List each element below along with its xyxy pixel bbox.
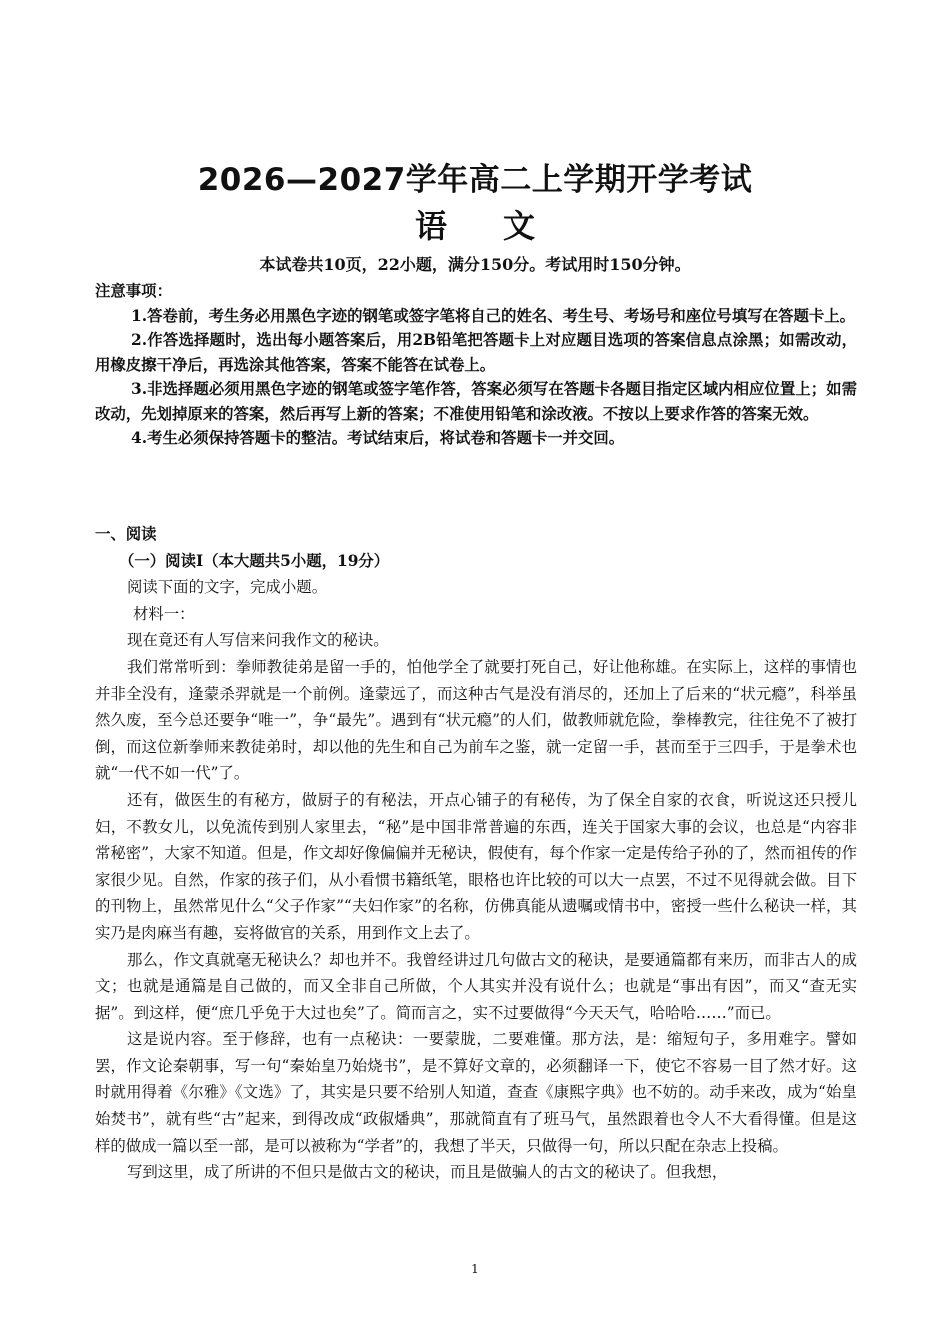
reading-paragraph: 那么，作文真就毫无秘诀么？却也并不。我曾经讲过几句做古文的秘诀，是要通篇都有来历，而非古人的成文；也就是通篇是自己做的，而又全非自己所做，个人其实并没有说什么；也就是“事出有因”，而又“查无实据”。到这样，便“庶几乎免于大过也矣”了。简而言之，实不过要做得“今天天气，哈哈哈……”而已。: [95, 950, 857, 1022]
material-label: 材料一：: [133, 604, 195, 623]
notice-item: 1.答卷前，考生务必用黑色字迹的钢笔或签字笔将自己的姓名、考生号、考场号和座位号填写在答题卡上。: [131, 306, 856, 325]
notice-item: 3.非选择题必须用黑色字迹的钢笔或签字笔作答，答案必须写在答题卡各题目指定区域内相应位置上；如需改动，先划掉原来的答案，然后再写上新的答案；不准使用铅笔和涂改液。不按以上要求作答的答案无效。: [95, 380, 857, 423]
section-heading: 一、阅读: [95, 525, 157, 543]
reading-section: [95, 521, 857, 1186]
notice-item: 4.考生必须保持答题卡的整洁。考试结束后，将试卷和答题卡一并交回。: [131, 429, 625, 447]
subsection-heading: （一）阅读Ⅰ（本大题共5小题，19分）: [119, 551, 390, 570]
notice-section: [95, 279, 857, 451]
exam-info: 本试卷共10页，22小题，满分150分。考试用时150分钟。: [259, 255, 691, 274]
reading-instruction: 阅读下面的文字，完成小题。: [127, 578, 328, 597]
reading-paragraph: 我们常常听到：拳师教徒弟是留一手的，怕他学全了就要打死自己，好让他称雄。在实际上，这样的事情也并非全没有，逢蒙杀羿就是一个前例。逢蒙远了，而这种古气是没有消尽的，还加上了后来的“状元瘾”，科举虽然久废，至今总还要争“唯一”，争“最先”。遇到有“状元瘾”的人们，做教师就危险，拳棒教完，往往免不了被打倒，而这位新拳师来教徒弟时，却以他的先生和自己为前车之鉴，就一定留一手，甚而至于三四手，于是拳术也就“一代不如一代”了。: [95, 657, 857, 783]
reading-paragraph: 这是说内容。至于修辞，也有一点秘诀：一要蒙胧，二要难懂。那方法，是：缩短句子，多用难字。譬如罢，作文论秦朝事，写一句“秦始皇乃始烧书”，是不算好文章的，必须翻译一下，使它不容易一目了然才好。这时就用得着《尔雅》《文选》了，其实是只要不给别人知道，查查《康熙字典》也不妨的。动手来改，成为“始皇始焚书”，就有些“古”起来，到得改成“政俶燔典”，那就简直有了班马气，虽然跟着也令人不大看得懂。但是这样的做成一篇以至一部，是可以被称为“学者”的，我想了半天，只做得一句，所以只配在杂志上投稿。: [95, 1030, 857, 1155]
notice-item: 2.作答选择题时，选出每小题答案后，用2B铅笔把答题卡上对应题目选项的答案信息点涂黑；如需改动，用橡皮擦干净后，再选涂其他答案，答案不能答在试卷上。: [95, 331, 857, 374]
page-number: 1: [471, 1262, 479, 1276]
exam-title: 2026—2027学年高二上学期开学考试: [197, 162, 753, 198]
notice-heading: 注意事项：: [95, 282, 172, 300]
subject-title: 语文: [414, 207, 591, 245]
reading-paragraph: 还有，做医生的有秘方，做厨子的有秘法，开点心铺子的有秘传，为了保全自家的衣食，听说这还只授儿妇，不教女儿，以免流传到别人家里去，“秘”是中国非常普遍的东西，连关于国家大事的会议，也总是“内容非常秘密”，大家不知道。但是，作文却好像偏偏并无秘诀，假使有，每个作家一定是传给子孙的了，然而祖传的作家很少见。自然，作家的孩子们，从小看惯书籍纸笔，眼格也许比较的可以大一点罢，不过不见得就会做。目下的刊物上，虽然常见什么“父子作家”“夫妇作家”的名称，仿佛真能从遗嘱或情书中，密授一些什么秘诀一样，其实乃是肉麻当有趣，妄将做官的关系，用到作文上去了。: [95, 790, 858, 942]
reading-paragraph: 写到这里，成了所讲的不但只是做古文的秘诀，而且是做骗人的古文的秘诀了。但我想，: [127, 1163, 728, 1182]
reading-paragraph: 现在竟还有人写信来问我作文的秘诀。: [127, 631, 389, 650]
